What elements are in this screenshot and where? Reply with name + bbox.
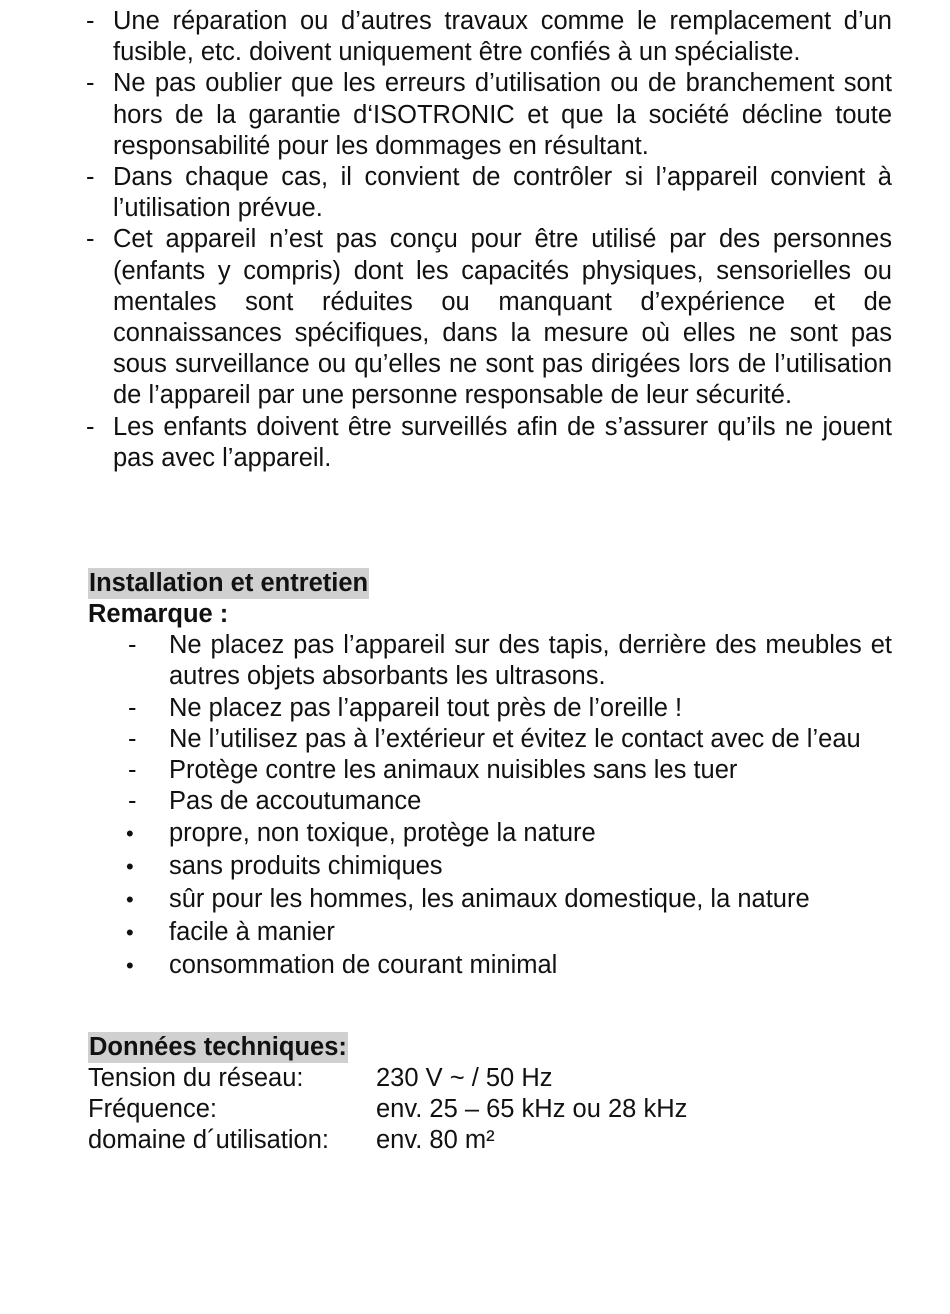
safety-item-text: Ne pas oublier que les erreurs d’utilisation ou de branchement sont hors de la garantie d‘ISOTRONIC et que la société décline toute responsabilité pour les dommages en résultant. <box>113 69 892 160</box>
dash-marker: - <box>128 631 137 660</box>
bullet-icon: • <box>126 854 134 880</box>
safety-item-text: Les enfants doivent être surveillés afin de s’assurer qu’ils ne jouent pas avec l’appareil. <box>113 412 892 472</box>
tech-value: 230 V ~ / 50 Hz <box>376 1064 553 1093</box>
tech-value: env. 80 m² <box>376 1126 495 1155</box>
safety-instructions-list <box>86 6 892 474</box>
dash-marker: - <box>128 724 137 753</box>
feature-item-text: sûr pour les hommes, les animaux domestique, la nature <box>169 885 810 914</box>
dash-marker: - <box>86 225 95 254</box>
tech-label: domaine d´utilisation: <box>88 1126 329 1155</box>
bullet-icon: • <box>126 887 134 913</box>
feature-item <box>88 949 892 982</box>
tech-row-frequency <box>88 1094 892 1125</box>
dash-marker: - <box>128 787 137 816</box>
remark-item <box>88 724 892 755</box>
safety-item-text: Cet appareil n’est pas conçu pour être utilisé par des personnes (enfants y compris) dont les capacités physiques, sensorielles ou mentales sont réduites ou manquant d’expérience et de connaissances spécifiques, dans la mesure où elles ne sont pas sous surveillance ou qu’elles ne sont pas dirigées lors de l’utilisation de l’appareil par une personne responsable de leur sécurité. <box>113 225 892 410</box>
feature-item-text: facile à manier <box>169 918 335 947</box>
feature-item <box>88 916 892 949</box>
dash-marker: - <box>86 7 95 35</box>
bullet-icon: • <box>126 821 134 847</box>
bullet-icon: • <box>126 920 134 946</box>
remark-item-text: Ne placez pas l’appareil sur des tapis, derrière des meubles et autres objets absorbants les ultrasons. <box>169 631 892 691</box>
remark-item <box>88 693 892 724</box>
tech-row-coverage <box>88 1125 892 1156</box>
remark-item-text: Pas de accoutumance <box>169 787 422 816</box>
feature-item-text: propre, non toxique, protège la nature <box>169 819 596 848</box>
remark-item-text: Ne placez pas l’appareil tout près de l’oreille ! <box>169 693 683 722</box>
feature-item <box>88 883 892 916</box>
safety-item-text: Dans chaque cas, il convient de contrôler si l’appareil convient à l’utilisation prévue. <box>113 163 892 223</box>
feature-item-text: consommation de courant minimal <box>169 951 558 980</box>
remark-item <box>88 755 892 786</box>
remark-item-text: Ne l’utilisez pas à l’extérieur et évitez le contact avec de l’eau <box>169 724 861 753</box>
safety-item-text: Une réparation ou d’autres travaux comme le remplacement d’un fusible, etc. doivent uniquement être confiés à un spécialiste. <box>113 7 892 67</box>
safety-item <box>86 6 892 68</box>
dash-marker: - <box>86 163 95 192</box>
tech-label: Tension du réseau: <box>88 1064 304 1093</box>
installation-section <box>88 568 892 982</box>
remark-list <box>88 630 892 982</box>
technical-data-section <box>88 1032 892 1156</box>
dash-marker: - <box>128 693 137 722</box>
tech-value: env. 25 – 65 kHz ou 28 kHz <box>376 1095 688 1124</box>
safety-item <box>86 68 892 162</box>
feature-item-text: sans produits chimiques <box>169 852 443 881</box>
dash-marker: - <box>128 756 137 785</box>
feature-item <box>88 817 892 850</box>
dash-marker: - <box>86 69 95 98</box>
safety-item <box>86 412 892 474</box>
bullet-icon: • <box>126 953 134 979</box>
dash-marker: - <box>86 412 95 441</box>
technical-data-heading: Données techniques: <box>89 1033 347 1061</box>
tech-row-voltage <box>88 1063 892 1094</box>
remark-label: Remarque : <box>88 600 229 629</box>
tech-label: Fréquence: <box>88 1095 217 1124</box>
remark-item <box>88 786 892 817</box>
remark-item <box>88 630 892 692</box>
feature-item <box>88 850 892 883</box>
installation-heading: Installation et entretien <box>89 569 369 597</box>
safety-item <box>86 162 892 224</box>
safety-item <box>86 224 892 411</box>
remark-item-text: Protège contre les animaux nuisibles sans les tuer <box>169 756 738 785</box>
